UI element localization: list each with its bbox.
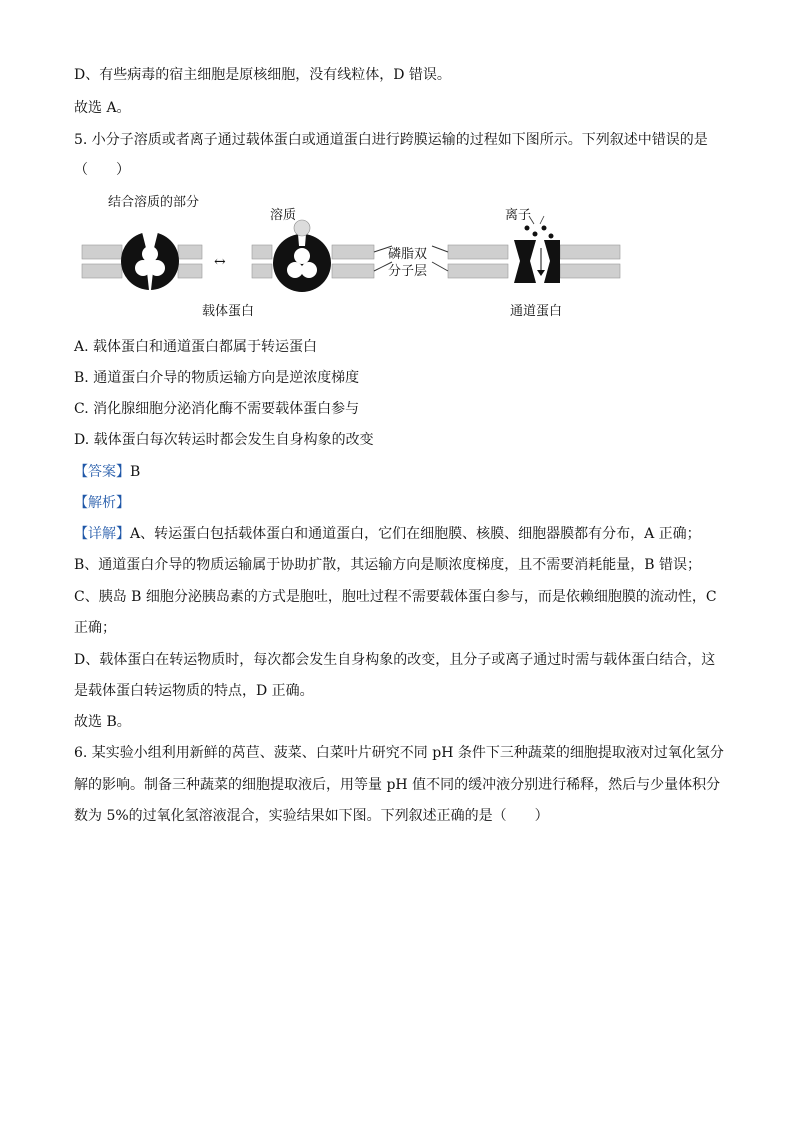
ion-icon xyxy=(525,226,530,231)
question-6-stem: 数为 5%的过氧化氢溶液混合，实验结果如下图。下列叙述正确的是（ ） xyxy=(74,808,549,824)
text-line: D、有些病毒的宿主细胞是原核细胞，没有线粒体，D 错误。 xyxy=(74,67,451,83)
label-ion: 离子 xyxy=(505,208,532,223)
option-d: D. 载体蛋白每次转运时都会发生自身构象的改变 xyxy=(74,432,374,448)
membrane-segment xyxy=(448,245,508,259)
channel-protein xyxy=(514,216,560,283)
option-a: A. 载体蛋白和通道蛋白都属于转运蛋白 xyxy=(74,339,318,355)
answer-tag: 【答案】 xyxy=(74,464,130,480)
detail-line: D、载体蛋白在转运物质时，每次都会发生自身构象的改变，且分子或离子通过时需与载体蛋白结合，这 xyxy=(74,652,716,668)
membrane-segment xyxy=(560,264,620,278)
label-phospholipid-2: 分子层 xyxy=(388,264,428,279)
solute-icon xyxy=(294,220,310,236)
label-carrier-protein: 载体蛋白 xyxy=(202,304,255,319)
double-arrow-icon: ↔ xyxy=(214,254,226,270)
membrane-segment xyxy=(178,245,202,259)
membrane-transport-diagram xyxy=(74,188,634,324)
membrane-segment xyxy=(448,264,508,278)
membrane-segment xyxy=(252,245,272,259)
ion-icon xyxy=(549,234,554,239)
membrane-segment xyxy=(560,245,620,259)
question-6-stem: 解的影响。制备三种蔬菜的细胞提取液后，用等量 pH 值不同的缓冲液分别进行稀释，然后与少量体积分 xyxy=(74,777,721,793)
analysis-line xyxy=(74,493,130,513)
ion-icon xyxy=(542,226,547,231)
membrane-segment xyxy=(82,264,122,278)
membrane-segment xyxy=(332,245,374,259)
label-phospholipid-1: 磷脂双 xyxy=(388,247,428,262)
question-5-bracket: （ ） xyxy=(74,162,130,178)
choose-line: 故选 B。 xyxy=(74,714,131,730)
label-binding-site: 结合溶质的部分 xyxy=(108,195,200,210)
answer-value: B xyxy=(130,464,141,480)
membrane-segment xyxy=(252,264,272,278)
answer-line xyxy=(74,462,140,482)
label-channel-protein: 通道蛋白 xyxy=(510,304,563,319)
detail-line xyxy=(74,524,701,544)
detail-line: C、胰岛 B 细胞分泌胰岛素的方式是胞吐，胞吐过程不需要载体蛋白参与，而是依赖细胞膜的流动性，C xyxy=(74,589,717,605)
detail-line: B、通道蛋白介导的物质运输属于协助扩散，其运输方向是顺浓度梯度，且不需要消耗能量，B 错误； xyxy=(74,557,702,573)
carrier-protein-open xyxy=(121,232,179,290)
analysis-tag: 【解析】 xyxy=(74,495,130,511)
label-solute: 溶质 xyxy=(270,208,297,223)
detail-text: A、转运蛋白包括载体蛋白和通道蛋白，它们在细胞膜、核膜、细胞器膜都有分布，A 正确； xyxy=(130,526,701,542)
option-c: C. 消化腺细胞分泌消化酶不需要载体蛋白参与 xyxy=(74,401,360,417)
membrane-transport-figure xyxy=(74,188,634,324)
membrane-segment xyxy=(332,264,374,278)
option-b: B. 通道蛋白介导的物质运输方向是逆浓度梯度 xyxy=(74,370,360,386)
detail-tag: 【详解】 xyxy=(74,526,130,542)
membrane-segment xyxy=(82,245,122,259)
membrane-segment xyxy=(178,264,202,278)
detail-line: 正确； xyxy=(74,620,116,636)
question-6-stem: 6. 某实验小组利用新鲜的莴苣、菠菜、白菜叶片研究不同 pH 条件下三种蔬菜的细胞提取液对过氧化氢分 xyxy=(74,745,724,761)
carrier-protein-closed xyxy=(273,220,331,292)
detail-line: 是载体蛋白转运物质的特点，D 正确。 xyxy=(74,683,314,699)
ion-icon xyxy=(533,232,538,237)
text-line: 故选 A。 xyxy=(74,100,131,116)
question-5-stem: 5. 小分子溶质或者离子通过载体蛋白或通道蛋白进行跨膜运输的过程如下图所示。下列叙述中错误的是 xyxy=(74,132,708,148)
